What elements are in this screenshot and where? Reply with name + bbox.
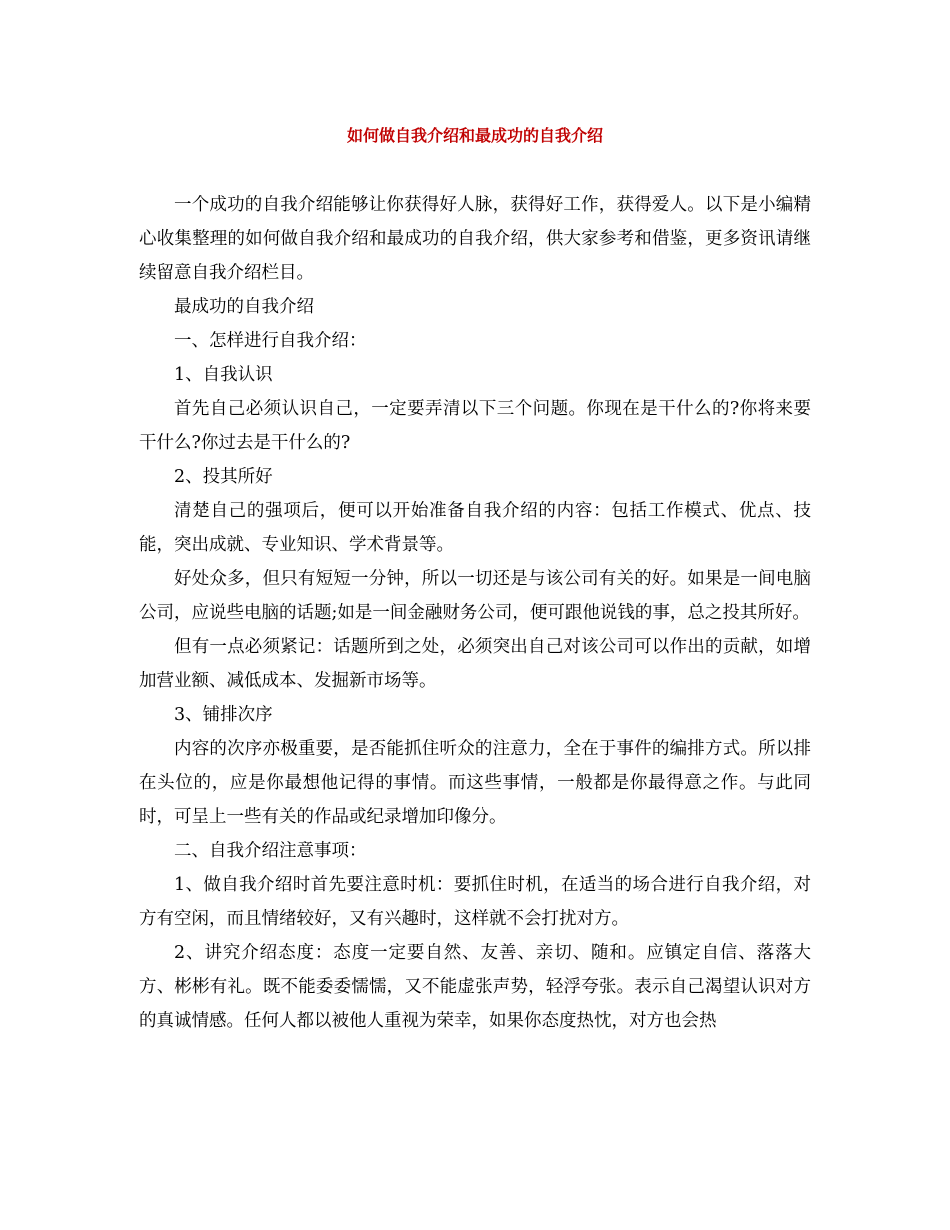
paragraph: 首先自己必须认识自己，一定要弄清以下三个问题。你现在是干什么的?你将来要干什么?你过去是干什么的?	[139, 399, 811, 453]
paragraph: 清楚自己的强项后，便可以开始准备自我介绍的内容：包括工作模式、优点、技能，突出成就、专业知识、学术背景等。	[139, 501, 811, 555]
subsection-heading: 1、自我认识	[174, 365, 273, 385]
paragraph: 内容的次序亦极重要，是否能抓住听众的注意力，全在于事件的编排方式。所以排在头位的，应是你最想他记得的事情。而这些事情，一般都是你最得意之作。与此同时，可呈上一些有关的作品或纪录增加印像分。	[139, 739, 811, 827]
paragraph: 但有一点必须紧记：话题所到之处，必须突出自己对该公司可以作出的贡献，如增加营业额、减低成本、发掘新市场等。	[139, 637, 811, 691]
paragraph-intro: 一个成功的自我介绍能够让你获得好人脉，获得好工作，获得爱人。以下是小编精心收集整理的如何做自我介绍和最成功的自我介绍，供大家参考和借鉴，更多资讯请继续留意自我介绍栏目。	[139, 195, 811, 283]
document-body	[139, 188, 811, 1038]
document-title: 如何做自我介绍和最成功的自我介绍	[346, 126, 603, 145]
paragraph: 好处众多，但只有短短一分钟，所以一切还是与该公司有关的好。如果是一间电脑公司，应说些电脑的话题;如是一间金融财务公司，便可跟他说钱的事，总之投其所好。	[139, 569, 811, 623]
subsection-heading: 2、投其所好	[174, 467, 273, 487]
paragraph: 1、做自我介绍时首先要注意时机：要抓住时机，在适当的场合进行自我介绍，对方有空闲，而且情绪较好，又有兴趣时，这样就不会打扰对方。	[139, 875, 811, 929]
section-heading: 二、自我介绍注意事项：	[174, 841, 367, 861]
section-heading: 最成功的自我介绍	[174, 297, 314, 317]
subsection-heading: 3、铺排次序	[174, 705, 273, 725]
section-heading: 一、怎样进行自我介绍：	[174, 331, 367, 351]
paragraph: 2、讲究介绍态度：态度一定要自然、友善、亲切、随和。应镇定自信、落落大方、彬彬有礼。既不能委委懦懦，又不能虚张声势，轻浮夸张。表示自己渴望认识对方的真诚情感。任何人都以被他人重视为荣幸，如果你态度热忱，对方也会热	[139, 943, 811, 1031]
